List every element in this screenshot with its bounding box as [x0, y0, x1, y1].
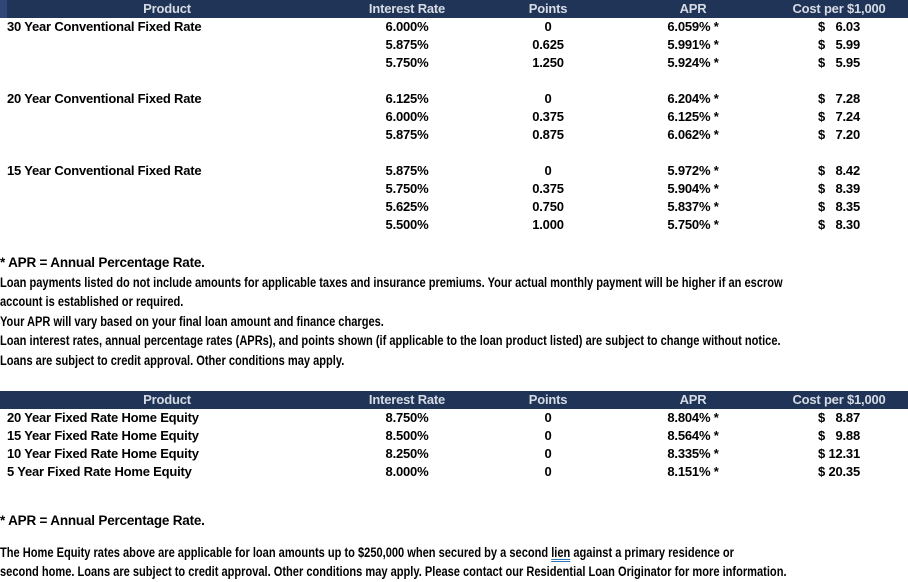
disclaimer-line: Your APR will vary based on your final loan amount and finance charges.: [0, 313, 384, 329]
table-row: [0, 162, 908, 180]
cost-cell: [770, 409, 908, 427]
interest-rate-cell: 6.000%: [385, 19, 429, 34]
column-header-apr: APR: [679, 392, 707, 407]
product-cell: 20 Year Conventional Fixed Rate: [7, 91, 202, 106]
cost-value: 8.39: [835, 181, 860, 196]
column-header-cost: Cost per $1,000: [792, 392, 886, 407]
disclaimer-line: account is established or required.: [0, 294, 184, 309]
disclaimer-line: Loan interest rates, annual percentage rates (APRs), and points shown (if applicable to the loan product listed) are subject to change without notice.: [0, 333, 781, 348]
apr-cell: 8.335% *: [667, 446, 719, 461]
points-cell: 0: [544, 91, 552, 106]
cost-value: 5.95: [835, 55, 860, 70]
apr-cell: 5.924% *: [667, 55, 719, 70]
cost-value: 7.20: [835, 127, 860, 142]
apr-cell: 6.125% *: [667, 109, 719, 124]
interest-rate-cell: 5.750%: [385, 181, 429, 196]
table-row: [0, 409, 908, 427]
product-cell: 20 Year Fixed Rate Home Equity: [7, 410, 199, 425]
table1-header-row: [0, 0, 908, 18]
interest-rate-cell: 5.875%: [385, 163, 429, 178]
dollar-sign: $: [818, 163, 826, 178]
cost-cell: [770, 36, 908, 54]
interest-rate-cell: 8.250%: [385, 446, 429, 461]
dollar-sign: $: [818, 37, 826, 52]
table-row: [0, 198, 908, 216]
dollar-sign: $: [818, 55, 826, 70]
dollar-sign: $: [818, 199, 826, 214]
points-cell: 0: [544, 464, 552, 479]
apr-cell: 5.991% *: [667, 37, 719, 52]
points-cell: 0.875: [532, 127, 564, 142]
disclaimer-line: Loan payments listed do not include amounts for applicable taxes and insurance premiums. Your actual monthly payment will be higher if an escrow: [0, 274, 783, 290]
product-cell: 15 Year Fixed Rate Home Equity: [7, 428, 199, 443]
apr-cell: 6.062% *: [667, 127, 719, 142]
table-row: [0, 126, 908, 144]
disclaimer-line: [0, 543, 745, 563]
conventional-disclaimer-block: [0, 253, 908, 370]
points-cell: 0: [544, 446, 552, 461]
column-header-interest-rate: Interest Rate: [368, 1, 446, 16]
product-cell: 15 Year Conventional Fixed Rate: [7, 163, 202, 178]
points-cell: 0: [544, 163, 552, 178]
interest-rate-cell: 8.000%: [385, 464, 429, 479]
cost-value: 7.28: [835, 91, 860, 106]
points-cell: 0.375: [532, 109, 564, 124]
product-cell: 10 Year Fixed Rate Home Equity: [7, 446, 199, 461]
column-header-product: Product: [143, 392, 191, 407]
dollar-sign: $: [818, 464, 826, 479]
cost-cell: [770, 216, 908, 234]
interest-rate-cell: 6.000%: [385, 109, 429, 124]
disclaimer-text: The Home Equity rates above are applicable for loan amounts up to $250,000 when secured by a second: [0, 544, 552, 560]
points-cell: 1.000: [532, 217, 564, 232]
apr-cell: 5.904% *: [667, 181, 719, 196]
points-cell: 0.625: [532, 37, 564, 52]
apr-cell: 5.837% *: [667, 199, 719, 214]
dollar-sign: $: [818, 91, 826, 106]
apr-footnote: * APR = Annual Percentage Rate.: [0, 255, 205, 270]
table-row: [0, 108, 908, 126]
table-row: [0, 445, 908, 463]
interest-rate-cell: 8.500%: [385, 428, 429, 443]
apr-cell: 8.804% *: [667, 410, 719, 425]
dollar-sign: $: [818, 109, 826, 124]
dollar-sign: $: [818, 446, 826, 461]
conventional-rates-table: [0, 0, 908, 234]
interest-rate-cell: 5.875%: [385, 37, 429, 52]
table-row: [0, 18, 908, 36]
column-header-interest-rate: Interest Rate: [368, 392, 446, 407]
apr-cell: 5.750% *: [667, 217, 719, 232]
points-cell: 1.250: [532, 55, 564, 70]
cost-value: 6.03: [835, 19, 860, 34]
dollar-sign: $: [818, 127, 826, 142]
interest-rate-cell: 5.750%: [385, 55, 429, 70]
column-header-cost: Cost per $1,000: [792, 1, 886, 16]
spacer-row: [0, 144, 908, 162]
interest-rate-cell: 6.125%: [385, 91, 429, 106]
product-cell: 5 Year Fixed Rate Home Equity: [7, 464, 192, 479]
table-row: [0, 427, 908, 445]
table-row: [0, 54, 908, 72]
cost-value: 5.99: [835, 37, 860, 52]
interest-rate-cell: 5.500%: [385, 217, 429, 232]
apr-footnote: * APR = Annual Percentage Rate.: [0, 513, 205, 528]
cost-cell: [770, 180, 908, 198]
dollar-sign: $: [818, 19, 826, 34]
blank-line: [0, 531, 908, 543]
dollar-sign: $: [818, 217, 826, 232]
column-header-product: Product: [143, 1, 191, 16]
cost-cell: [770, 18, 908, 36]
dollar-sign: $: [818, 410, 826, 425]
header-accent-strip: [0, 0, 7, 18]
interest-rate-cell: 5.625%: [385, 199, 429, 214]
column-header-points: Points: [528, 1, 568, 16]
cost-value: 7.24: [835, 109, 860, 124]
cost-cell: [770, 108, 908, 126]
interest-rate-cell: 8.750%: [385, 410, 429, 425]
dollar-sign: $: [818, 428, 826, 443]
home-equity-rates-table: [0, 391, 908, 481]
apr-cell: 6.204% *: [667, 91, 719, 106]
table2-header-row: [0, 391, 908, 409]
points-cell: 0: [544, 19, 552, 34]
points-cell: 0.750: [532, 199, 564, 214]
apr-cell: 5.972% *: [667, 163, 719, 178]
disclaimer-text: against a primary residence or: [570, 544, 734, 560]
dollar-sign: $: [818, 181, 826, 196]
cost-value: 9.88: [835, 428, 860, 443]
disclaimer-line: Loans are subject to credit approval. Other conditions may apply.: [0, 352, 345, 368]
disclaimer-line: second home. Loans are subject to credit approval. Other conditions may apply. Please contact our Residential Loan Originator for more information.: [0, 564, 787, 579]
cost-value: 8.30: [835, 217, 860, 232]
spacer-row: [0, 72, 908, 90]
lien-proofing-underline-word[interactable]: lien: [551, 544, 571, 560]
table-row: [0, 180, 908, 198]
home-equity-disclaimer-block: [0, 511, 908, 582]
points-cell: 0: [544, 428, 552, 443]
cost-cell: [770, 427, 908, 445]
apr-cell: 8.564% *: [667, 428, 719, 443]
cost-cell: [770, 54, 908, 72]
cost-cell: [770, 463, 908, 481]
points-cell: 0: [544, 410, 552, 425]
cost-cell: [770, 445, 908, 463]
cost-cell: [770, 198, 908, 216]
table-row: [0, 36, 908, 54]
cost-cell: [770, 126, 908, 144]
table-row: [0, 216, 908, 234]
cost-value: 8.87: [835, 410, 860, 425]
cost-value: 20.35: [828, 464, 860, 479]
cost-value: 8.35: [835, 199, 860, 214]
table-row: [0, 90, 908, 108]
apr-cell: 8.151% *: [667, 464, 719, 479]
product-cell: 30 Year Conventional Fixed Rate: [7, 19, 202, 34]
cost-value: 12.31: [828, 446, 860, 461]
points-cell: 0.375: [532, 181, 564, 196]
cost-cell: [770, 162, 908, 180]
column-header-apr: APR: [679, 1, 707, 16]
interest-rate-cell: 5.875%: [385, 127, 429, 142]
cost-cell: [770, 90, 908, 108]
table-row: [0, 463, 908, 481]
apr-cell: 6.059% *: [667, 19, 719, 34]
cost-value: 8.42: [835, 163, 860, 178]
column-header-points: Points: [528, 392, 568, 407]
